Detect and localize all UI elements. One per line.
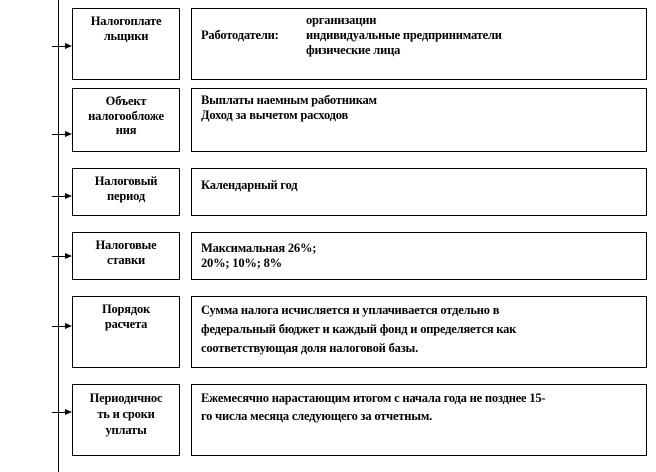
label-line: Периодичнос bbox=[89, 391, 163, 405]
content-line: Максимальная 26%; bbox=[201, 241, 317, 255]
arrow-icon bbox=[52, 192, 72, 202]
arrow-icon bbox=[52, 408, 72, 418]
arrow-icon bbox=[52, 42, 72, 52]
payer-item: индивидуальные предприниматели bbox=[306, 28, 502, 42]
label-box-tax-rates bbox=[72, 232, 180, 280]
content-line: го числа месяца следующего за отчетным. bbox=[201, 409, 433, 423]
content-line: Доход за вычетом расходов bbox=[201, 108, 349, 122]
arrow-icon bbox=[52, 252, 72, 262]
employers-label: Работодатели: bbox=[201, 28, 279, 42]
content-box-payment-schedule bbox=[191, 384, 647, 456]
payer-item: организации bbox=[306, 13, 377, 27]
label-line: Порядок bbox=[101, 302, 151, 316]
label-line: льщики bbox=[103, 28, 149, 43]
content-line: Календарный год bbox=[201, 178, 298, 192]
content-box-tax-object bbox=[191, 88, 647, 152]
label-box-taxpayers bbox=[72, 8, 180, 80]
content-box-calculation bbox=[191, 296, 647, 368]
content-box-taxpayers bbox=[191, 8, 647, 80]
content-line: Ежемесячно нарастающим итогом с начала года не позднее 15- bbox=[201, 391, 546, 405]
arrow-icon bbox=[52, 322, 72, 332]
label-line: налогообложе bbox=[88, 108, 164, 123]
label-box-tax-period bbox=[72, 168, 180, 216]
content-line: федеральный бюджет и каждый фонд и определяется как bbox=[201, 322, 517, 336]
label-line: ния bbox=[115, 123, 137, 137]
label-line: расчета bbox=[104, 316, 148, 331]
label-box-payment-schedule bbox=[72, 384, 180, 456]
label-line: Налоговые bbox=[95, 238, 157, 252]
label-line: период bbox=[107, 188, 145, 203]
content-box-tax-period bbox=[191, 168, 647, 216]
label-line: Налоговый bbox=[94, 174, 158, 188]
label-line: ть и сроки bbox=[97, 407, 155, 421]
label-box-tax-object bbox=[72, 88, 180, 152]
content-box-tax-rates bbox=[191, 232, 647, 280]
connector-line bbox=[58, 0, 59, 472]
label-line: Налогоплате bbox=[90, 14, 162, 28]
label-line: уплаты bbox=[105, 423, 147, 437]
payer-item: физические лица bbox=[306, 43, 401, 57]
label-box-calculation bbox=[72, 296, 180, 368]
label-line: ставки bbox=[106, 252, 146, 267]
content-line: Сумма налога исчисляется и уплачивается отдельно в bbox=[201, 303, 500, 317]
content-line: соответствующая доля налоговой базы. bbox=[201, 341, 419, 355]
arrow-icon bbox=[52, 130, 72, 140]
label-line: Объект bbox=[105, 94, 147, 108]
content-line: 20%; 10%; 8% bbox=[201, 256, 282, 270]
content-line: Выплаты наемным работникам bbox=[201, 93, 377, 107]
